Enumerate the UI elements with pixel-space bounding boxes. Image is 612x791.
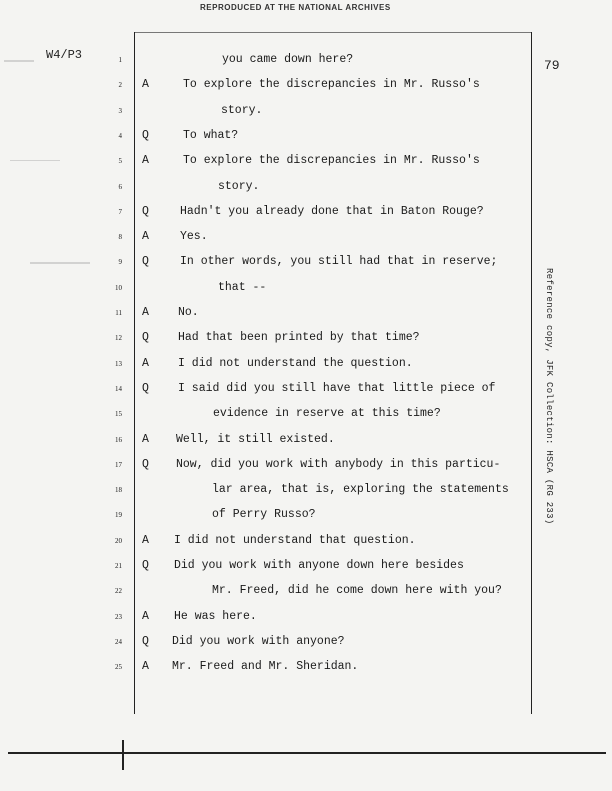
line-text: To explore the discrepancies in Mr. Russo's <box>183 154 480 168</box>
transcript-line <box>0 457 612 473</box>
speaker-label: A <box>142 154 149 168</box>
page-id: W4/P3 <box>46 48 83 62</box>
transcript-line <box>0 128 612 144</box>
line-text: No. <box>178 306 199 319</box>
page-number: 79 <box>544 58 560 73</box>
speaker-label: Q <box>142 204 149 218</box>
line-text: lar area, that is, exploring the statements <box>212 483 509 497</box>
speaker-label: A <box>142 432 149 446</box>
transcript-line <box>0 52 612 68</box>
transcript-line <box>0 558 612 574</box>
line-text: Did you work with anyone down here besides <box>174 559 464 572</box>
transcript-border-top <box>134 32 532 33</box>
line-number: 17 <box>115 460 122 469</box>
line-text: I did not understand that question. <box>174 533 416 547</box>
bottom-tick <box>122 740 124 770</box>
speaker-label: A <box>142 78 149 92</box>
transcript-line <box>0 634 612 650</box>
line-number: 8 <box>118 233 122 242</box>
line-number: 3 <box>118 106 122 115</box>
transcript-line <box>0 179 612 195</box>
line-text: Did you work with anyone? <box>172 634 345 648</box>
line-number: 21 <box>115 562 122 570</box>
line-number: 5 <box>118 157 122 166</box>
speaker-label: A <box>142 230 149 244</box>
line-text: Well, it still existed. <box>176 432 335 446</box>
transcript-line <box>0 507 612 523</box>
transcript-line <box>0 583 612 599</box>
line-text: I did not understand the question. <box>178 356 413 370</box>
line-number: 22 <box>115 587 122 596</box>
transcript-line <box>0 204 612 220</box>
speaker-label: A <box>142 306 149 319</box>
line-text: you came down here? <box>222 53 354 66</box>
transcript-line <box>0 432 612 448</box>
speaker-label: Q <box>142 331 149 345</box>
transcript-line <box>0 406 612 422</box>
transcript-line <box>0 153 612 169</box>
transcript-line <box>0 482 612 498</box>
transcript-line <box>0 330 612 346</box>
speaker-label: Q <box>142 457 149 471</box>
transcript-line <box>0 77 612 93</box>
transcript-line <box>0 103 612 119</box>
archive-header: REPRODUCED AT THE NATIONAL ARCHIVES <box>200 3 391 12</box>
speaker-label: Q <box>142 634 149 648</box>
line-number: 19 <box>115 511 122 520</box>
line-number: 25 <box>115 663 122 672</box>
transcript-line <box>0 659 612 675</box>
line-number: 18 <box>115 486 122 495</box>
speaker-label: A <box>142 660 149 674</box>
line-text: Hadn't you already done that in Baton Rouge? <box>180 204 484 218</box>
speaker-label: Q <box>142 381 149 395</box>
line-text: story. <box>218 179 260 193</box>
line-text: Mr. Freed, did he come down here with you? <box>212 584 502 598</box>
line-number: 11 <box>115 309 122 317</box>
line-number: 4 <box>118 131 122 140</box>
speaker-label: A <box>142 356 149 370</box>
speaker-label: Q <box>142 128 149 142</box>
transcript-line <box>0 280 612 296</box>
line-text: of Perry Russo? <box>212 508 316 522</box>
line-text: Mr. Freed and Mr. Sheridan. <box>172 660 359 674</box>
line-text: Had that been printed by that time? <box>178 331 420 345</box>
line-text: story. <box>221 103 263 117</box>
line-number: 20 <box>115 536 122 545</box>
speaker-label: Q <box>142 559 149 572</box>
transcript-line <box>0 533 612 549</box>
line-number: 1 <box>118 56 122 64</box>
speaker-label: A <box>142 533 149 547</box>
bottom-rule <box>8 752 606 754</box>
line-number: 24 <box>115 637 122 646</box>
line-number: 12 <box>115 334 122 343</box>
line-number: 2 <box>118 81 122 90</box>
line-text: I said did you still have that little piece of <box>178 381 496 395</box>
transcript-line <box>0 305 612 321</box>
transcript-line <box>0 381 612 397</box>
line-text: Now, did you work with anybody in this particu- <box>176 457 501 471</box>
speaker-label: Q <box>142 255 149 269</box>
line-text: evidence in reserve at this time? <box>213 407 441 421</box>
transcript-line <box>0 356 612 372</box>
line-number: 10 <box>115 283 122 292</box>
line-text: that -- <box>218 280 267 294</box>
transcript-line <box>0 229 612 245</box>
line-number: 16 <box>115 435 122 444</box>
line-text: In other words, you still had that in reserve; <box>180 255 498 269</box>
transcript-line <box>0 609 612 625</box>
line-text: To explore the discrepancies in Mr. Russo's <box>183 78 480 92</box>
line-number: 7 <box>118 207 122 216</box>
reference-copy-note: Reference copy, JFK Collection: HSCA (RG 233) <box>544 268 554 525</box>
line-text: He was here. <box>174 609 257 623</box>
line-number: 6 <box>118 182 122 191</box>
line-number: 14 <box>115 384 122 393</box>
line-text: Yes. <box>180 230 208 244</box>
line-text: To what? <box>183 128 239 142</box>
line-number: 23 <box>115 612 122 621</box>
line-number: 9 <box>118 258 122 267</box>
line-number: 15 <box>115 410 122 419</box>
line-number: 13 <box>115 359 122 368</box>
transcript-line <box>0 254 612 270</box>
speaker-label: A <box>142 609 149 623</box>
